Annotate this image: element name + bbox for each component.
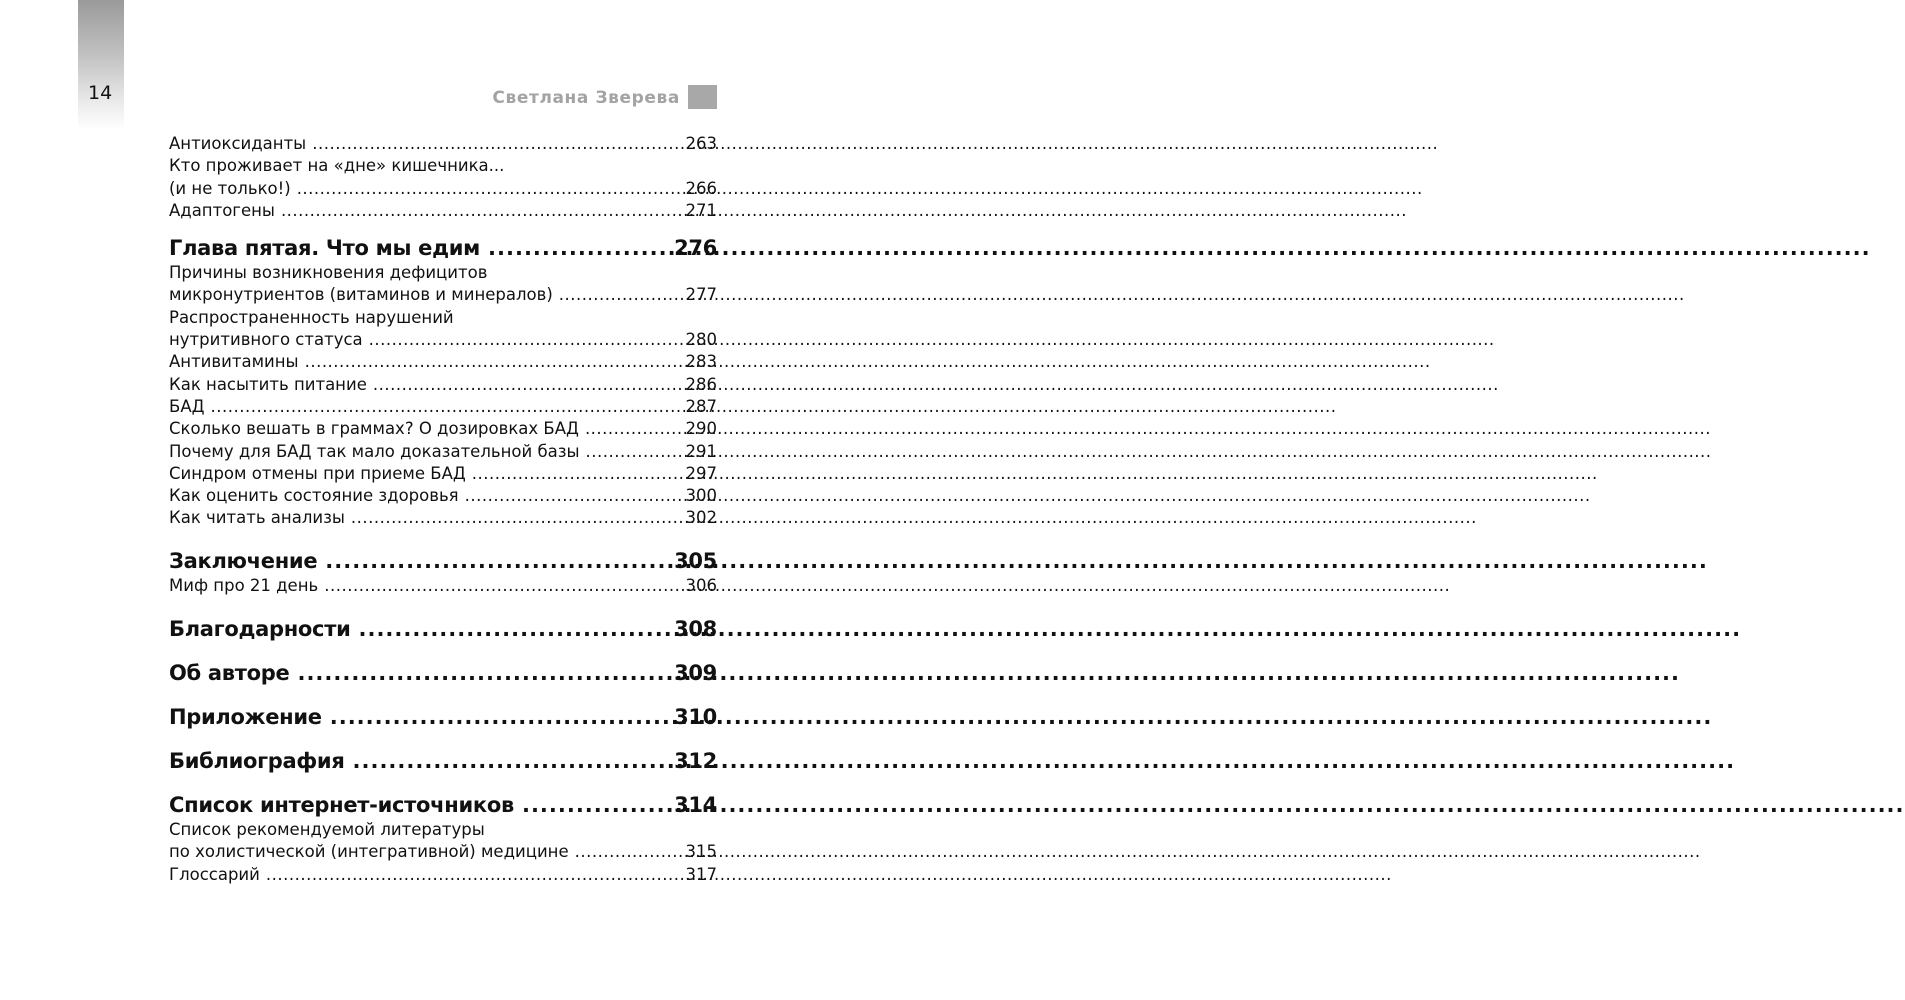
toc-entry <box>169 374 717 396</box>
toc-entry-page: 291 <box>685 441 717 461</box>
toc-leader-dots <box>373 374 680 396</box>
toc-entry-title: Как насытить питание <box>169 374 367 394</box>
toc-chapter <box>169 547 717 575</box>
toc-leader-dots <box>297 659 666 687</box>
toc-entry <box>169 418 717 440</box>
toc-entry <box>169 463 717 485</box>
toc-entry-page: 315 <box>685 842 717 862</box>
toc-leader-dots <box>359 615 667 643</box>
toc-entry-title-line1: Причины возникновения дефицитов <box>169 263 488 283</box>
toc-entry-title: Глоссарий <box>169 864 260 884</box>
toc-entry-title: Миф про 21 день <box>169 575 319 595</box>
toc-entry-title: Синдром отмены при приеме БАД <box>169 463 466 483</box>
toc-chapter <box>169 234 717 262</box>
toc-leader-dots <box>488 234 666 262</box>
toc-leader-dots <box>351 507 680 529</box>
toc-leader-dots <box>281 200 680 222</box>
toc-entry <box>169 864 717 886</box>
toc-entry-title: Как читать анализы <box>169 508 345 528</box>
running-header: Светлана Зверева <box>492 88 680 108</box>
toc-leader-dots <box>353 747 667 775</box>
toc-chapter <box>169 791 717 819</box>
toc-entry-title: (и не только!) <box>169 178 291 198</box>
toc-entry-title: Антиоксиданты <box>169 134 307 153</box>
toc-chapter-page: 314 <box>674 793 717 818</box>
toc-chapter-title: Библиография <box>169 749 345 774</box>
toc-entry-title: Адаптогены <box>169 200 275 220</box>
toc-chapter <box>169 747 717 775</box>
header-square-mark <box>688 85 717 109</box>
table-of-contents <box>169 133 717 886</box>
toc-leader-dots <box>305 351 680 373</box>
toc-entry <box>169 841 717 863</box>
toc-entry-title-line1: Кто проживает на «дне» кишечника... <box>169 156 505 176</box>
toc-chapter-page: 310 <box>674 705 717 730</box>
toc-entry-title: нутритивного статуса <box>169 330 363 350</box>
toc-entry-title: микронутриентов (витаминов и минералов) <box>169 285 553 305</box>
toc-chapter-title: Приложение <box>169 705 322 730</box>
toc-leader-dots <box>312 133 679 155</box>
toc-leader-dots <box>586 441 680 463</box>
toc-leader-dots <box>330 703 666 731</box>
toc-entry-page: 286 <box>685 374 717 394</box>
toc-entry-page: 271 <box>685 200 717 220</box>
toc-entry-title: по холистической (интегративной) медицине <box>169 842 569 862</box>
toc-entry-page: 263 <box>685 134 717 153</box>
toc-leader-dots <box>324 575 679 597</box>
toc-entry-page: 277 <box>685 285 717 305</box>
toc-entry-title-line1: Список рекомендуемой литературы <box>169 820 485 840</box>
toc-chapter-page: 276 <box>674 236 717 261</box>
toc-leader-dots <box>585 418 680 440</box>
toc-chapter-title: Заключение <box>169 548 318 573</box>
toc-entry <box>169 133 717 155</box>
toc-chapter-title: Глава пятая. Что мы едим <box>169 236 481 261</box>
toc-chapter-page: 309 <box>674 661 717 686</box>
toc-leader-dots <box>472 463 680 485</box>
toc-entry <box>169 200 717 222</box>
toc-entry-title: Сколько вешать в граммах? О дозировках БАД <box>169 419 579 439</box>
toc-entry <box>169 329 717 351</box>
toc-entry-title: Почему для БАД так мало доказательной базы <box>169 441 580 461</box>
toc-chapter-title: Благодарности <box>169 617 351 642</box>
toc-entry <box>169 507 717 529</box>
toc-leader-dots <box>297 178 680 200</box>
toc-leader-dots <box>559 284 680 306</box>
toc-chapter-page: 305 <box>674 548 717 573</box>
toc-leader-dots <box>211 396 680 418</box>
toc-entry <box>169 396 717 418</box>
toc-entry <box>169 485 717 507</box>
toc-entry-page: 300 <box>685 486 717 506</box>
toc-entry-title-line1: Распространенность нарушений <box>169 307 454 327</box>
toc-entry-page: 302 <box>685 508 717 528</box>
toc-leader-dots <box>575 841 680 863</box>
toc-entry-page: 287 <box>685 396 717 416</box>
toc-entry-title: Антивитамины <box>169 352 299 372</box>
toc-chapter <box>169 659 717 687</box>
toc-entry-page: 280 <box>685 330 717 350</box>
toc-chapter <box>169 615 717 643</box>
page-number: 14 <box>88 82 113 104</box>
toc-entry <box>169 351 717 373</box>
toc-chapter-page: 312 <box>674 749 717 774</box>
toc-chapter <box>169 703 717 731</box>
toc-entry <box>169 441 717 463</box>
toc-entry-page: 266 <box>685 178 717 198</box>
toc-entry <box>169 575 717 597</box>
toc-entry-page: 290 <box>685 419 717 439</box>
toc-entry-page: 306 <box>685 575 717 595</box>
toc-entry-title: Как оценить состояние здоровья <box>169 486 459 506</box>
toc-entry-page: 317 <box>685 864 717 884</box>
toc-chapter-title: Об авторе <box>169 661 290 686</box>
toc-entry-page: 283 <box>685 352 717 372</box>
toc-leader-dots <box>369 329 680 351</box>
toc-entry <box>169 178 717 200</box>
toc-chapter-page: 308 <box>674 617 717 642</box>
toc-entry-title: БАД <box>169 396 205 416</box>
toc-chapter-title: Список интернет-источников <box>169 793 514 818</box>
page-gutter-tab <box>78 0 124 130</box>
toc-leader-dots <box>465 485 680 507</box>
toc-leader-dots <box>325 547 666 575</box>
toc-leader-dots <box>522 791 666 819</box>
toc-entry <box>169 284 717 306</box>
toc-leader-dots <box>266 864 680 886</box>
toc-entry-page: 297 <box>685 463 717 483</box>
